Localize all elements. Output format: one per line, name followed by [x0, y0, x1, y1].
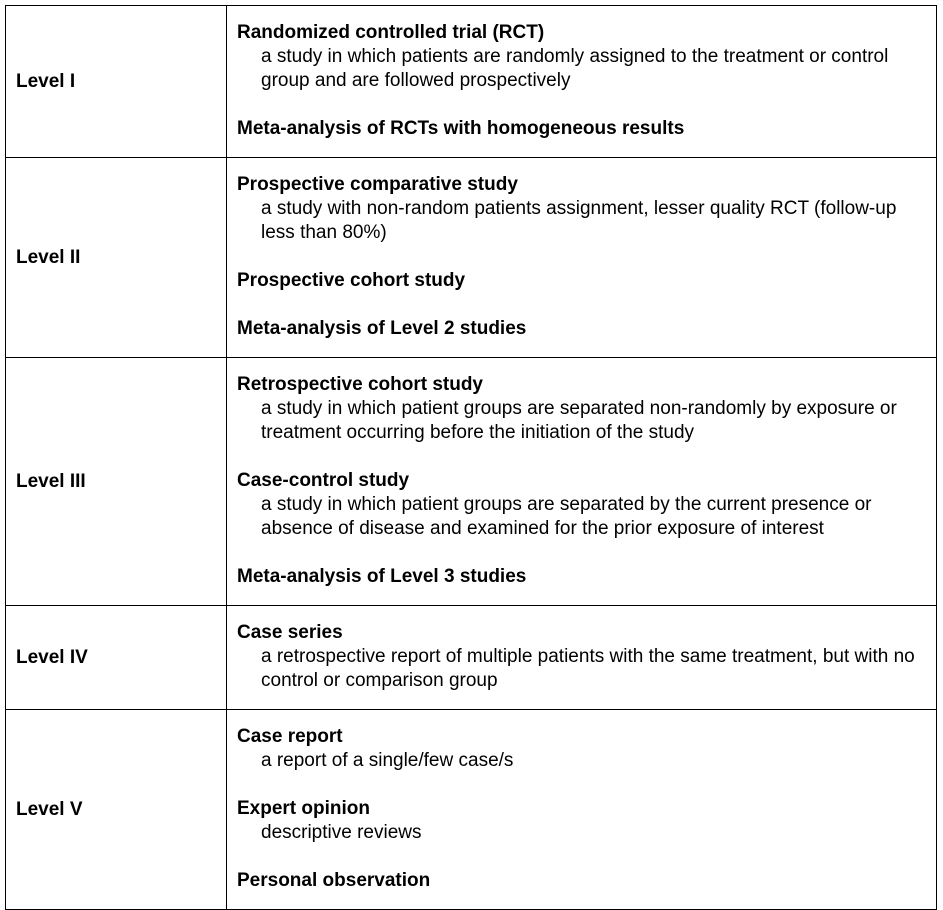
study-type-entry	[237, 565, 926, 589]
study-type-description: a study in which patient groups are separated by the current presence or absence of disease and examined for the prior exposure of interest	[261, 494, 872, 539]
level-description-cell	[227, 158, 937, 358]
table-row-level-5	[6, 710, 937, 910]
study-type-title: Case series	[237, 622, 343, 643]
level-label: Level V	[6, 710, 227, 910]
level-label: Level IV	[6, 606, 227, 710]
study-type-description: a retrospective report of multiple patients with the same treatment, but with no control or comparison group	[261, 646, 915, 691]
study-type-title: Randomized controlled trial (RCT)	[237, 22, 545, 43]
study-type-entry	[237, 797, 926, 845]
study-type-entry	[237, 117, 926, 141]
table-row-level-2	[6, 158, 937, 358]
level-description-cell	[227, 710, 937, 910]
level-description-cell	[227, 6, 937, 158]
study-type-description: a study with non-random patients assignment, lesser quality RCT (follow-up less than 80%)	[261, 198, 897, 243]
study-type-title: Expert opinion	[237, 798, 370, 819]
study-type-entry	[237, 21, 926, 93]
study-type-entry	[237, 173, 926, 245]
study-type-title: Retrospective cohort study	[237, 374, 483, 395]
table-row-level-1	[6, 6, 937, 158]
study-type-title: Meta-analysis of Level 3 studies	[237, 566, 527, 587]
study-type-description: a report of a single/few case/s	[261, 750, 514, 771]
study-type-title: Case-control study	[237, 470, 410, 491]
level-label: Level III	[6, 358, 227, 606]
study-type-title: Prospective cohort study	[237, 270, 466, 291]
study-type-title: Meta-analysis of Level 2 studies	[237, 318, 527, 339]
study-type-title: Meta-analysis of RCTs with homogeneous results	[237, 118, 685, 139]
study-type-title: Case report	[237, 726, 343, 747]
study-type-entry	[237, 621, 926, 693]
levels-of-evidence-table	[5, 5, 937, 910]
level-description-cell	[227, 358, 937, 606]
level-label: Level I	[6, 6, 227, 158]
study-type-entry	[237, 469, 926, 541]
study-type-entry	[237, 725, 926, 773]
table-row-level-4	[6, 606, 937, 710]
study-type-entry	[237, 373, 926, 445]
study-type-description: a study in which patient groups are separated non-randomly by exposure or treatment occurring before the initiation of the study	[261, 398, 897, 443]
study-type-entry	[237, 317, 926, 341]
study-type-entry	[237, 869, 926, 893]
study-type-description: a study in which patients are randomly assigned to the treatment or control group and are followed prospectively	[261, 46, 889, 91]
table-row-level-3	[6, 358, 937, 606]
level-description-cell	[227, 606, 937, 710]
study-type-title: Personal observation	[237, 870, 431, 891]
study-type-description: descriptive reviews	[261, 822, 422, 843]
study-type-entry	[237, 269, 926, 293]
study-type-title: Prospective comparative study	[237, 174, 518, 195]
level-label: Level II	[6, 158, 227, 358]
